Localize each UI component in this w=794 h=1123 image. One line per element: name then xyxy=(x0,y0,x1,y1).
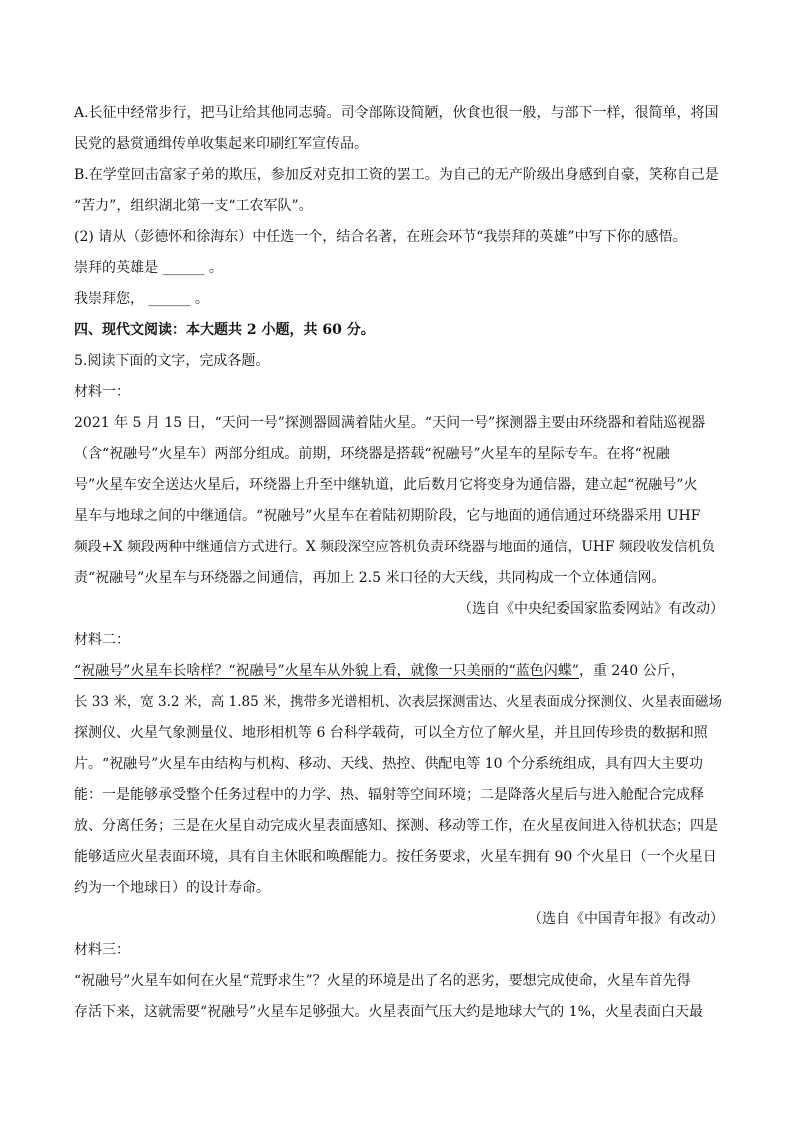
material-1-line-3: 号”火星车安全送达火星后，环绕器上升至中继轨道，此后数月它将变身为通信器，建立起“祝融号”火 xyxy=(74,477,698,493)
material-2-label: 材料二： xyxy=(74,632,130,648)
material-1-line-4: 星车与地球之间的中继通信。“祝融号”火星车在着陆初期阶段，它与地面的通信通过环绕器采用 UHF xyxy=(74,508,701,524)
material-2-source: （选自《中国青年报》有改动） xyxy=(528,911,724,927)
material-2-line-1 xyxy=(74,661,685,681)
material-1-line-2: （含“祝融号”火星车）两部分组成。前期，环绕器是搭载“祝融号”火星车的星际专车。在将“祝融 xyxy=(74,446,670,462)
material-1-line-5: 频段+X 频段两种中继通信方式进行。X 频段深空应答机负责环绕器与地面的通信，UHF 频段收发信机负 xyxy=(74,539,716,555)
section-heading: 四、现代文阅读：本大题共 2 小题，共 60 分。 xyxy=(74,322,375,338)
material-2-line-8: 约为一个地球日）的设计寿命。 xyxy=(74,880,270,896)
material-3-line-2: 存活下来，这就需要“祝融号”火星车足够强大。火星表面气压大约是地球大气的 1%，火星表面白天最 xyxy=(74,1004,703,1020)
option-b-line-1: B.在学堂回击富家子弟的欺压，参加反对克扣工资的罢工。为自己的无产阶级出身感到自豪，笑称自己是 xyxy=(74,167,719,183)
material-1-line-6: 责“祝融号”火星车与环绕器之间通信，再加上 2.5 米口径的大天线，共同构成一个立体通信网。 xyxy=(74,570,666,586)
material-2-line-2: 长 33 米，宽 3.2 米，高 1.85 米，携带多光谱相机、次表层探测雷达、火星表面成分探测仪、火星表面磁场 xyxy=(74,694,722,710)
option-a-line-2: 民党的悬赏通缉传单收集起来印刷红军宣传品。 xyxy=(74,136,368,152)
material-2-line-1-rest: ，重 240 公斤， xyxy=(578,663,685,679)
question-5-intro: 5.阅读下面的文字，完成各题。 xyxy=(74,353,270,369)
material-2-line-3: 探测仪、火星气象测量仪、地形相机等 6 台科学载荷，可以全方位了解火星，并且回传珍贵的数据和照 xyxy=(74,725,708,741)
material-2-line-7: 能够适应火星表面环境，具有自主休眠和唤醒能力。按任务要求，火星车拥有 90 个火星日（一个火星日 xyxy=(74,849,717,865)
material-3-label: 材料三： xyxy=(74,942,130,958)
material-1-label: 材料一： xyxy=(74,384,130,400)
material-2-line-5: 能：一是能够承受整个任务过程中的力学、热、辐射等空间环境；二是降落火星后与进入舱配合完成释 xyxy=(74,787,704,803)
admire-blank-line: 我崇拜您， ______ 。 xyxy=(74,291,209,307)
material-1-line-1: 2021 年 5 月 15 日，“天问一号”探测器圆满着陆火星。“天问一号”探测器主要由环绕器和着陆巡视器 xyxy=(74,415,706,431)
material-2-line-6: 放、分离任务；三是在火星自动完成火星表面感知、探测、移动等工作，在火星夜间进入待机状态；四是 xyxy=(74,818,718,834)
sub-question-2: (2) 请从（彭德怀和徐海东）中任选一个，结合名著，在班会环节“我崇拜的英雄”中写下你的感悟。 xyxy=(74,229,687,245)
material-1-source: （选自《中央纪委国家监委网站》有改动） xyxy=(458,601,724,617)
material-2-line-4: 片。“祝融号”火星车由结构与机构、移动、天线、热控、供配电等 10 个分系统组成，具有四大主要功 xyxy=(74,756,704,772)
option-a-line-1: A.长征中经常步行，把马让给其他同志骑。司令部陈设简陋，伙食也很一般，与部下一样，很简单，将国 xyxy=(74,105,719,121)
material-3-line-1: “祝融号”火星车如何在火星“荒野求生”？火星的环境是出了名的恶劣，要想完成使命，火星车首先得 xyxy=(74,973,691,989)
option-b-line-2: “苦力”，组织湖北第一支“工农军队”。 xyxy=(74,198,313,214)
underlined-sentence: “祝融号”火星车长啥样？“祝融号”火星车从外貌上看，就像一只美丽的“蓝色闪蝶” xyxy=(74,663,579,679)
hero-blank-line: 崇拜的英雄是 ______ 。 xyxy=(74,260,223,276)
